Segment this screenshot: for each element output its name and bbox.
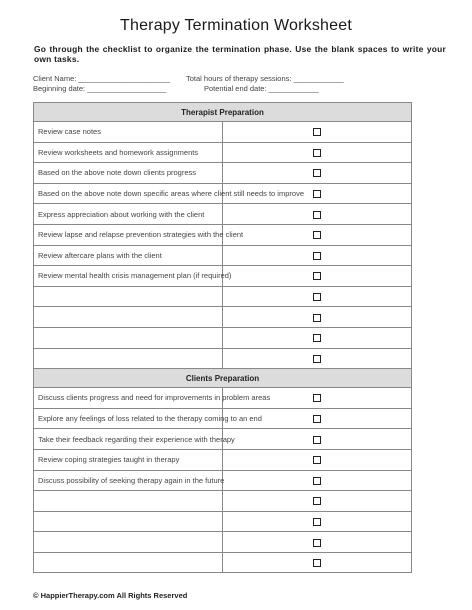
checklist-row [34,408,412,429]
task-text: Review mental health crisis management plan (if required) [34,266,223,287]
checkbox-cell [223,552,412,573]
checklist-row [34,142,412,163]
checklist-row [34,266,412,287]
checkbox[interactable] [313,169,321,177]
checkbox-cell [223,491,412,512]
checklist-row [34,286,412,307]
checklist-row [34,163,412,184]
checkbox[interactable] [313,497,321,505]
checkbox-cell [223,511,412,532]
checkbox[interactable] [313,355,321,363]
checkbox-cell [223,266,412,287]
checkbox-cell [223,286,412,307]
task-text: Review coping strategies taught in therapy [34,449,223,470]
checkbox[interactable] [313,293,321,301]
checklist-row [34,449,412,470]
checklist-row [34,348,412,369]
task-text[interactable] [34,532,223,553]
checkbox[interactable] [313,518,321,526]
checkbox-cell [223,532,412,553]
checklist-row [34,470,412,491]
checkbox-cell [223,204,412,225]
checkbox-cell [223,163,412,184]
task-text[interactable] [34,491,223,512]
task-text: Based on the above note down specific areas where client still needs to improve [34,183,223,204]
checkbox[interactable] [313,252,321,260]
checkbox[interactable] [313,477,321,485]
checkbox[interactable] [313,149,321,157]
task-text: Explore any feelings of loss related to the therapy coming to an end [34,408,223,429]
checklist-row [34,511,412,532]
checkbox-cell [223,449,412,470]
checkbox-cell [223,224,412,245]
checklist-table [33,102,412,573]
end-date-field[interactable]: Potential end date: ____________ [204,84,319,93]
task-text: Discuss possibility of seeking therapy again in the future [34,470,223,491]
checklist-row [34,429,412,450]
checkbox[interactable] [313,334,321,342]
checklist-row [34,204,412,225]
checkbox[interactable] [313,314,321,322]
section-header [34,103,412,122]
page-title: Therapy Termination Worksheet [120,17,352,34]
task-text[interactable] [34,307,223,328]
checkbox[interactable] [313,190,321,198]
checkbox[interactable] [313,128,321,136]
checkbox[interactable] [313,559,321,567]
section-header [34,369,412,388]
task-text[interactable] [34,327,223,348]
task-text: Express appreciation about working with the client [34,204,223,225]
checkbox[interactable] [313,456,321,464]
section-heading: Clients Preparation [34,369,412,388]
checklist-row [34,552,412,573]
checkbox[interactable] [313,211,321,219]
checkbox-cell [223,245,412,266]
checkbox-cell [223,142,412,163]
task-text: Review lapse and relapse prevention strategies with the client [34,224,223,245]
footer-copyright: © HappierTherapy.com All Rights Reserved [33,591,188,600]
task-text[interactable] [34,511,223,532]
checklist-row [34,183,412,204]
checkbox-cell [223,470,412,491]
checklist-row [34,327,412,348]
section-heading: Therapist Preparation [34,103,412,122]
task-text: Discuss clients progress and need for improvements in problem areas [34,388,223,409]
checkbox-cell [223,429,412,450]
task-text[interactable] [34,286,223,307]
client-name-field[interactable]: Client Name: ______________________ [33,74,171,83]
task-text: Review worksheets and homework assignments [34,142,223,163]
checkbox[interactable] [313,394,321,402]
checklist-row [34,388,412,409]
checklist-row [34,224,412,245]
checkbox[interactable] [313,436,321,444]
checkbox-cell [223,348,412,369]
checklist-row [34,307,412,328]
task-text: Take their feedback regarding their experience with therapy [34,429,223,450]
checkbox-cell [223,307,412,328]
checkbox[interactable] [313,415,321,423]
intro-text: Go through the checklist to organize the termination phase. Use the blank spaces to write your own tasks. [34,44,446,64]
total-sessions-field[interactable]: Total hours of therapy sessions: ____________ [186,74,344,83]
task-text: Review case notes [34,122,223,143]
task-text: Based on the above note down clients progress [34,163,223,184]
checkbox[interactable] [313,231,321,239]
checkbox-cell [223,327,412,348]
beginning-date-field[interactable]: Beginning date: ___________________ [33,84,167,93]
checklist-row [34,122,412,143]
task-text[interactable] [34,348,223,369]
checklist-row [34,532,412,553]
checklist-row [34,245,412,266]
checkbox[interactable] [313,272,321,280]
checkbox-cell [223,122,412,143]
checkbox[interactable] [313,539,321,547]
task-text: Review aftercare plans with the client [34,245,223,266]
task-text[interactable] [34,552,223,573]
checklist-row [34,491,412,512]
